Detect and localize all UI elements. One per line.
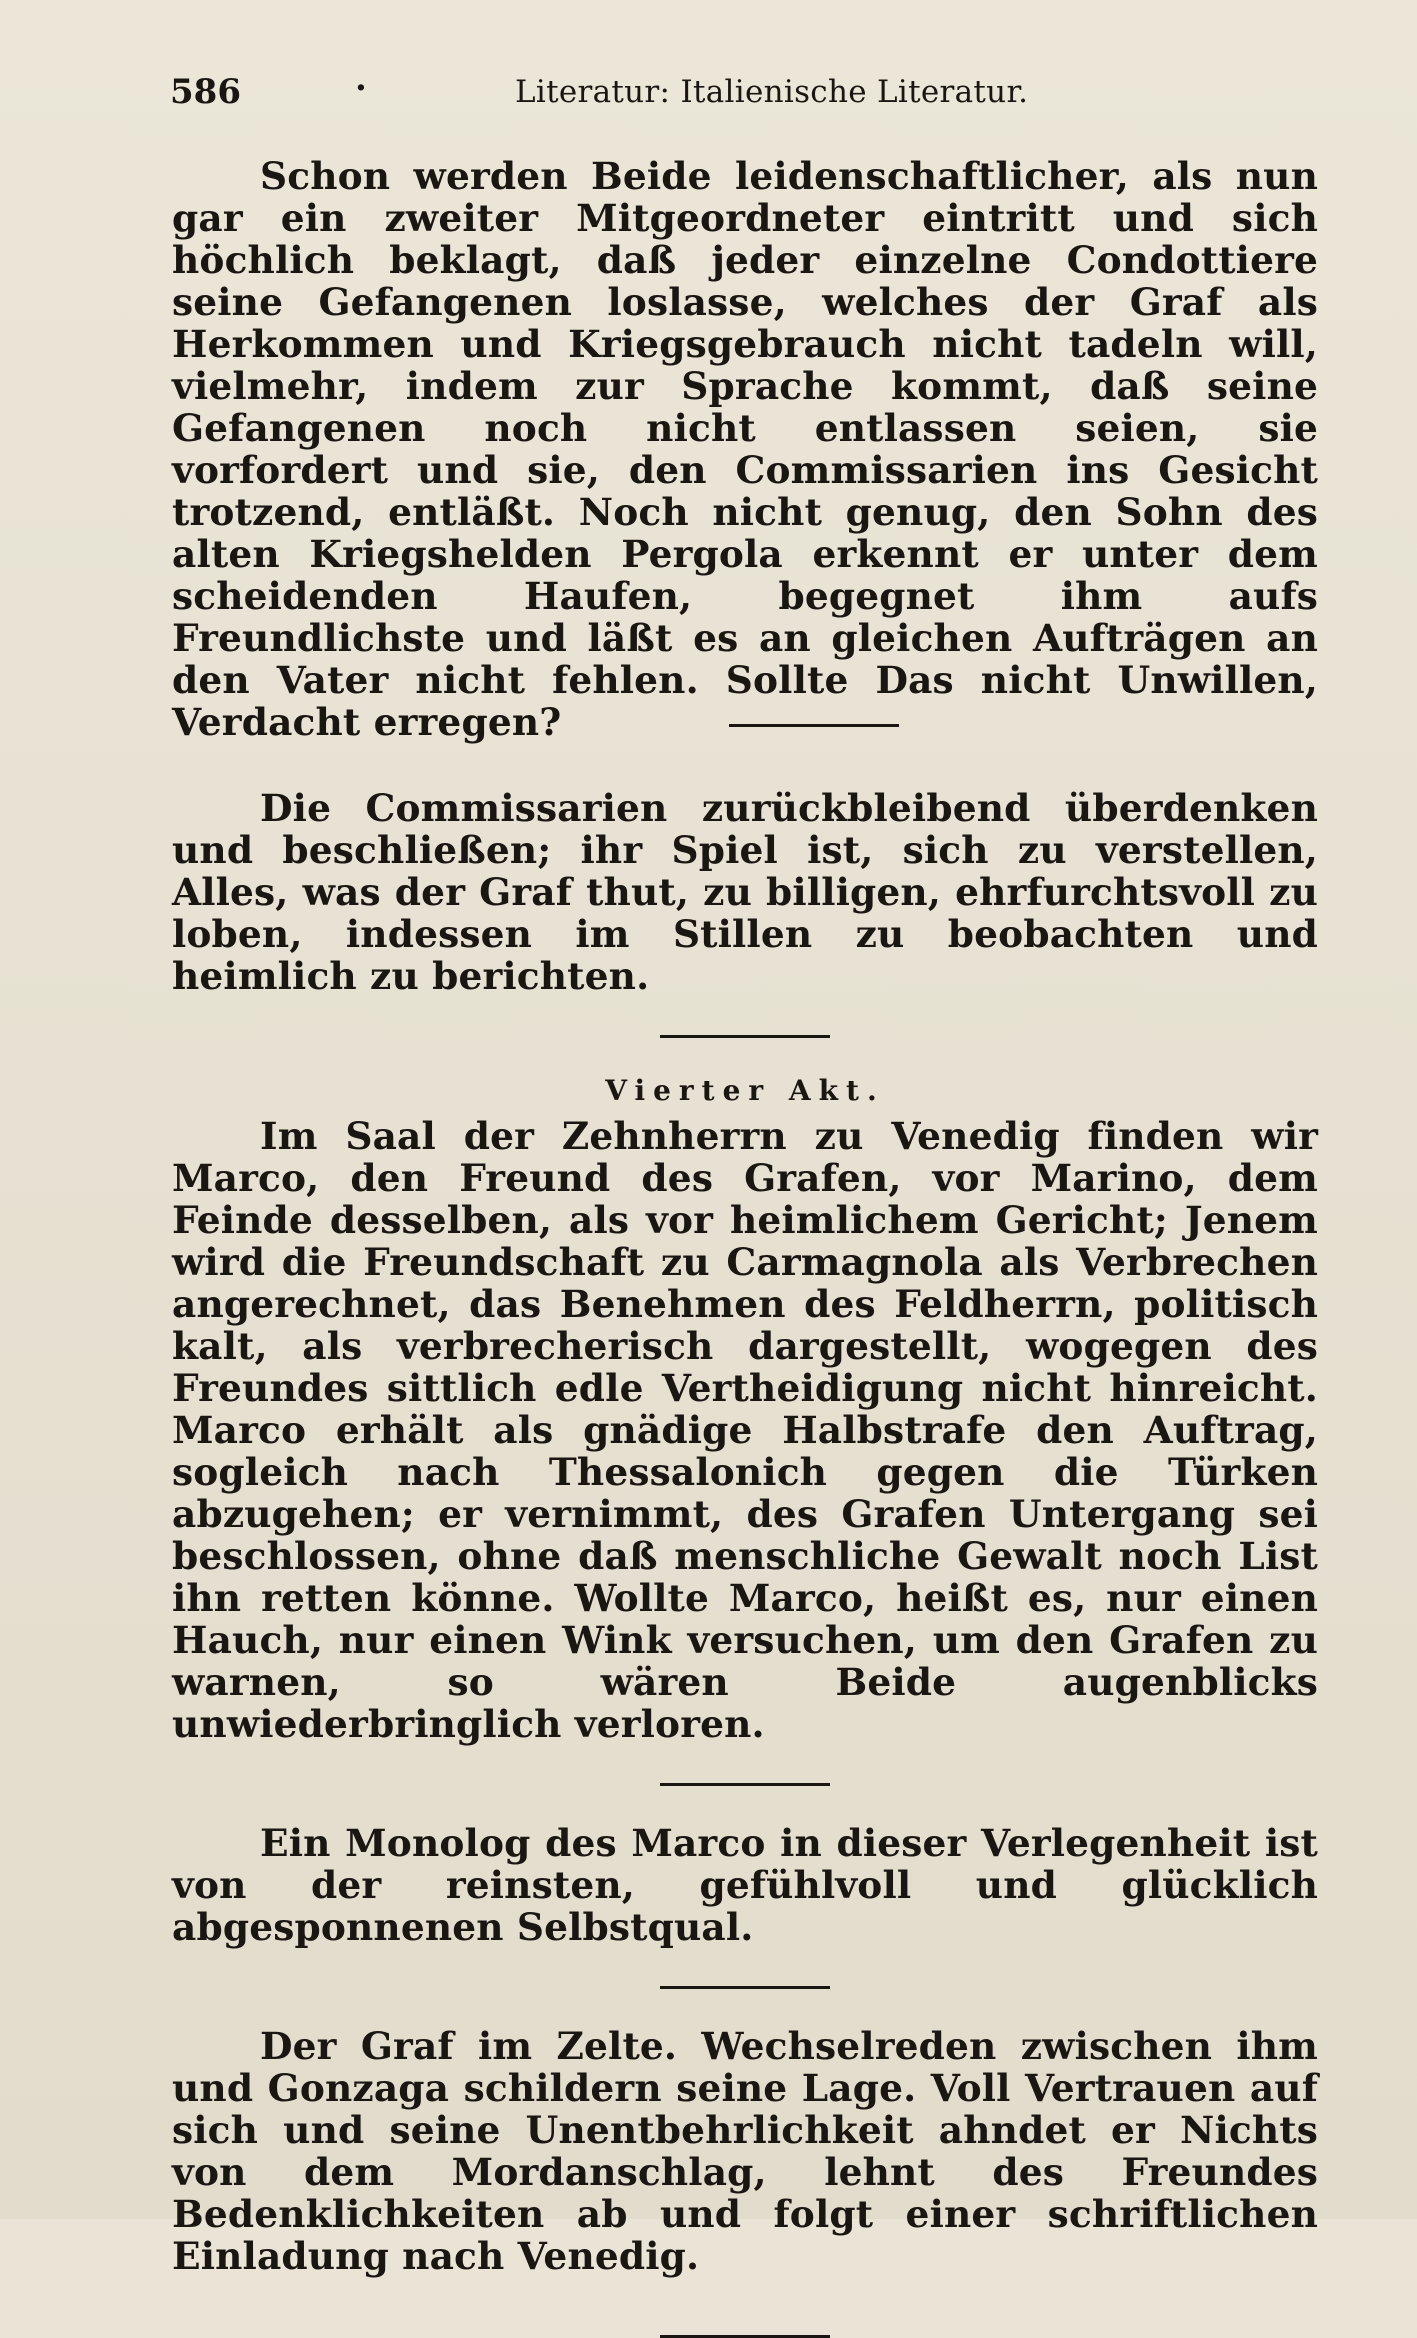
paragraph-1 — [172, 155, 1318, 743]
header-dot: · — [355, 68, 367, 108]
body-text — [172, 155, 1318, 2338]
paragraph-2: Die Commissarien zurückbleibend überdenken und beschließen; ihr Spiel ist, sich zu verstellen, Alles, was der Graf thut, zu billigen, ehrfurchtsvoll zu loben, indessen im Stillen zu beobachten und heimlich zu berichten. — [172, 786, 1318, 998]
section-rule-4-wrap — [172, 1948, 1318, 2025]
page-header — [170, 68, 1320, 122]
act-heading: Vierter Akt. — [605, 1074, 885, 1107]
paragraph-5: Der Graf im Zelte. Wechselreden zwischen ihm und Gonzaga schildern seine Lage. Voll Vertrauen auf sich und seine Unentbehrlichkeit ahndet er Nichts von dem Mordanschlag, lehnt des Freundes Bedenklichkeiten ab und folgt einer schriftlichen Einladung nach Venedig. — [172, 2024, 1318, 2278]
section-rule-3-wrap — [172, 1745, 1318, 1822]
paragraph-3: Im Saal der Zehnherrn zu Venedig finden wir Marco, den Freund des Grafen, vor Marino, dem Feinde desselben, als vor heimlichem Gericht; Jenem wird die Freundschaft zu Carmagnola als Verbrechen angerechnet, das Benehmen des Feldherrn, politisch kalt, als verbrecherisch dargestellt, wogegen des Freundes sittlich edle Vertheidigung nicht hinreicht. Marco erhält als gnädige Halbstrafe den Auftrag, sogleich nach Thessalonich gegen die Türken abzugehen; er vernimmt, des Grafen Untergang sei beschlossen, ohne daß menschliche Gewalt noch List ihn retten könne. Wollte Marco, heißt es, nur einen Hauch, nur einen Wink versuchen, um den Grafen zu warnen, so wären Beide augenblicks unwiederbringlich verloren. — [172, 1114, 1318, 1746]
section-rule-1 — [729, 724, 899, 727]
running-head: Literatur: Italienische Literatur. — [515, 74, 1029, 110]
section-rule-4 — [660, 1986, 830, 1989]
section-rule-2 — [660, 1035, 830, 1038]
section-rule-2-wrap — [172, 997, 1318, 1074]
page-number: 586 — [170, 72, 241, 112]
paragraph-1-text: Schon werden Beide leidenschaftlicher, als nun gar ein zweiter Mitgeordneter eintritt und sich höchlich beklagt, daß jeder einzelne Condottiere seine Gefangenen loslasse, welches der Graf als Herkommen und Kriegsgebrauch nicht tadeln will, vielmehr, indem zur Sprache kommt, daß seine Gefangenen noch nicht entlassen seien, sie vorfordert und sie, den Commissarien ins Gesicht trotzend, entläßt. Noch nicht genug, den Sohn des alten Kriegshelden Pergola erkennt er unter dem scheidenden Haufen, begegnet ihm aufs Freundlichste und läßt es an gleichen Aufträgen an den Vater nicht fehlen. Sollte Das nicht Unwillen, Verdacht erregen? — [172, 154, 1318, 744]
paragraph-4: Ein Monolog des Marco in dieser Verlegenheit ist von der reinsten, gefühlvoll und glücklich abgesponnenen Selbstqual. — [172, 1821, 1318, 1949]
section-rule-3 — [660, 1783, 830, 1786]
